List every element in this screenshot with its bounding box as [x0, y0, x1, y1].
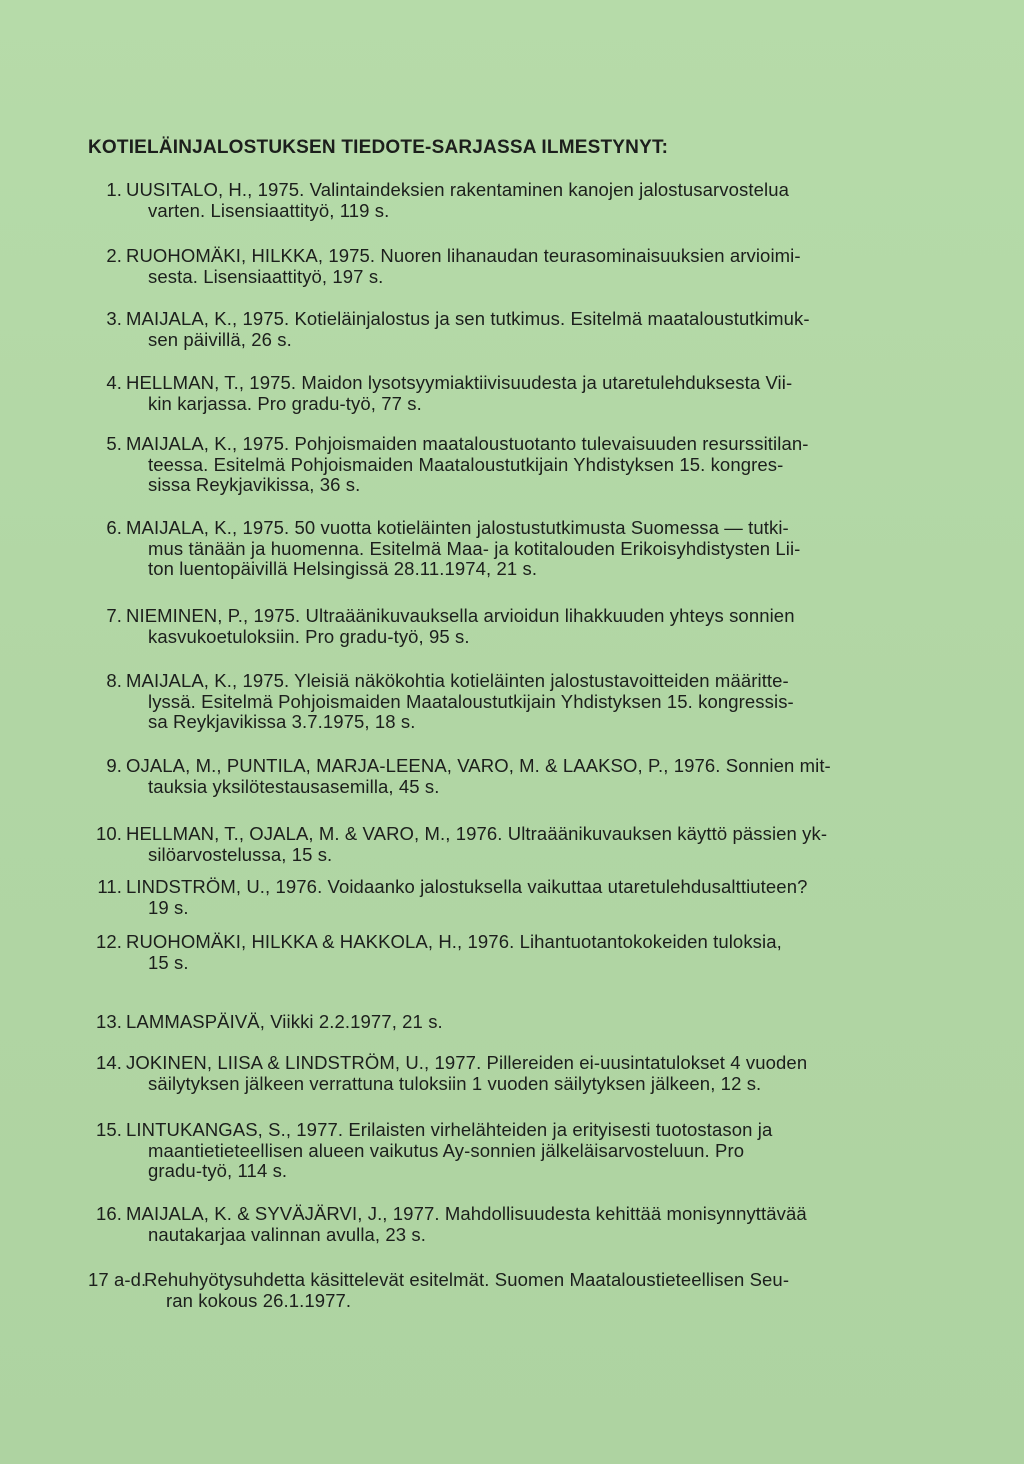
item-text-line: RUOHOMÄKI, HILKKA & HAKKOLA, H., 1976. Lihantuotantokokeiden tuloksia,: [126, 931, 782, 952]
item-text-line: Rehuhyötysuhdetta käsittelevät esitelmät. Suomen Maataloustieteellisen Seu-: [144, 1269, 790, 1290]
item-text: [122, 877, 928, 918]
item-text-line: sen päivillä, 26 s.: [148, 328, 292, 350]
item-text-line: 15 s.: [148, 951, 189, 973]
item-text: [122, 309, 928, 350]
item-text-line: 19 s.: [148, 896, 189, 918]
list-item: [88, 1270, 928, 1311]
item-text: [122, 246, 928, 287]
list-item: [88, 1204, 928, 1245]
item-number: 17 a-d.: [88, 1269, 147, 1290]
item-number: 4.: [106, 372, 122, 393]
item-number: 15.: [95, 1119, 122, 1140]
item-text: [122, 932, 928, 973]
item-text-line: varten. Lisensiaattityö, 119 s.: [148, 199, 390, 221]
item-number: 12.: [95, 931, 122, 952]
item-text: [122, 1120, 928, 1182]
item-number: 11.: [97, 876, 122, 897]
list-item: [88, 518, 928, 580]
page-heading: KOTIELÄINJALOSTUKSEN TIEDOTE-SARJASSA ILMESTYNYT:: [88, 137, 669, 158]
item-text: [122, 1204, 928, 1245]
item-text: [122, 756, 928, 797]
list-item: [88, 932, 928, 973]
item-text-line: LINTUKANGAS, S., 1977. Erilaisten virhelähteiden ja erityisesti tuotostason ja: [126, 1119, 773, 1140]
item-text: [122, 671, 928, 733]
item-text-line: MAIJALA, K. & SYVÄJÄRVI, J., 1977. Mahdollisuudesta kehittää monisynnyttävää: [126, 1203, 807, 1224]
list-item: [88, 1120, 928, 1182]
list-item: [88, 373, 928, 414]
item-text-line: JOKINEN, LIISA & LINDSTRÖM, U., 1977. Pillereiden ei-uusintatulokset 4 vuoden: [126, 1052, 808, 1073]
item-number: 5.: [106, 433, 122, 454]
item-text-line: MAIJALA, K., 1975. 50 vuotta kotieläinten jalostustutkimusta Suomessa — tutki-: [126, 517, 789, 538]
list-item: [88, 606, 928, 647]
item-text-line: LAMMASPÄIVÄ, Viikki 2.2.1977, 21 s.: [126, 1011, 443, 1032]
item-text-line: NIEMINEN, P., 1975. Ultraäänikuvauksella arvioidun lihakkuuden yhteys sonnien: [126, 605, 795, 626]
item-text: [122, 373, 928, 414]
item-text-line: ran kokous 26.1.1977.: [166, 1289, 352, 1311]
list-item: [88, 671, 928, 733]
item-text-line: sa Reykjavikissa 3.7.1975, 18 s.: [148, 711, 416, 732]
list-item: [88, 246, 928, 287]
item-text-line: nautakarjaa valinnan avulla, 23 s.: [148, 1223, 427, 1245]
item-text-line: UUSITALO, H., 1975. Valintaindeksien rakentaminen kanojen jalostusarvostelua: [126, 179, 789, 200]
item-text-line: lyssä. Esitelmä Pohjoismaiden Maataloustutkijain Yhdistyksen 15. kongressis-: [148, 690, 794, 712]
item-number: 3.: [106, 308, 122, 329]
item-number: 8.: [106, 670, 122, 691]
list-item: [88, 877, 928, 918]
item-text-line: MAIJALA, K., 1975. Pohjoismaiden maataloustuotanto tulevaisuuden resurssitilan-: [126, 433, 809, 454]
item-text-line: säilytyksen jälkeen verrattuna tuloksiin 1 vuoden säilytyksen jälkeen, 12 s.: [148, 1072, 762, 1094]
item-text-line: ton luentopäivillä Helsingissä 28.11.1974, 21 s.: [148, 558, 538, 579]
item-number: 1.: [106, 179, 122, 200]
item-number: 13.: [95, 1011, 122, 1032]
item-text: [122, 606, 928, 647]
list-item: [88, 180, 928, 221]
item-text-line: mus tänään ja huomenna. Esitelmä Maa- ja kotitalouden Erikoisyhdistysten Lii-: [148, 537, 801, 559]
item-text: [122, 1012, 928, 1033]
list-item: [88, 1053, 928, 1094]
item-text: [122, 434, 928, 496]
list-item: [88, 434, 928, 496]
item-text-line: HELLMAN, T., OJALA, M. & VARO, M., 1976. Ultraäänikuvauksen käyttö pässien yk-: [126, 823, 828, 844]
item-text-line: MAIJALA, K., 1975. Kotieläinjalostus ja sen tutkimus. Esitelmä maataloustutkimuk-: [126, 308, 810, 329]
item-number: 16.: [95, 1203, 122, 1224]
item-text-line: maantietieteellisen alueen vaikutus Ay-sonnien jälkeläisarvosteluun. Pro: [148, 1139, 745, 1161]
list-item: [88, 756, 928, 797]
item-text-line: gradu-työ, 114 s.: [148, 1160, 288, 1181]
item-text-line: sesta. Lisensiaattityö, 197 s.: [148, 265, 384, 287]
item-text-line: silöarvostelussa, 15 s.: [148, 843, 333, 865]
item-text-line: teessa. Esitelmä Pohjoismaiden Maataloustutkijain Yhdistyksen 15. kongres-: [148, 453, 784, 475]
list-item: [88, 309, 928, 350]
item-text-line: tauksia yksilötestausasemilla, 45 s.: [148, 775, 440, 797]
item-number: 7.: [106, 605, 122, 626]
item-text: [122, 518, 928, 580]
item-number: 9.: [106, 755, 122, 776]
item-number: 14.: [95, 1052, 122, 1073]
item-text-line: sissa Reykjavikissa, 36 s.: [148, 474, 361, 495]
item-text-line: LINDSTRÖM, U., 1976. Voidaanko jalostuksella vaikuttaa utaretulehdusalttiuteen?: [126, 876, 808, 897]
item-number: 10.: [95, 823, 122, 844]
item-text-line: HELLMAN, T., 1975. Maidon lysotsyymiaktiivisuudesta ja utaretulehduksesta Vii-: [126, 372, 793, 393]
item-number: 6.: [106, 517, 122, 538]
item-text: [122, 180, 928, 221]
item-text: [122, 824, 928, 865]
item-text: [140, 1270, 928, 1311]
item-number: 2.: [106, 245, 122, 266]
item-text-line: MAIJALA, K., 1975. Yleisiä näkökohtia kotieläinten jalostustavoitteiden määritte-: [126, 670, 789, 691]
list-item: [88, 1012, 928, 1033]
item-text-line: OJALA, M., PUNTILA, MARJA-LEENA, VARO, M. & LAAKSO, P., 1976. Sonnien mit-: [126, 755, 831, 776]
list-item: [88, 824, 928, 865]
item-text-line: kin karjassa. Pro gradu-työ, 77 s.: [148, 392, 422, 414]
item-text-line: RUOHOMÄKI, HILKKA, 1975. Nuoren lihanaudan teurasominaisuuksien arvioimi-: [126, 245, 801, 266]
item-text: [122, 1053, 928, 1094]
item-text-line: kasvukoetuloksiin. Pro gradu-työ, 95 s.: [148, 625, 470, 647]
